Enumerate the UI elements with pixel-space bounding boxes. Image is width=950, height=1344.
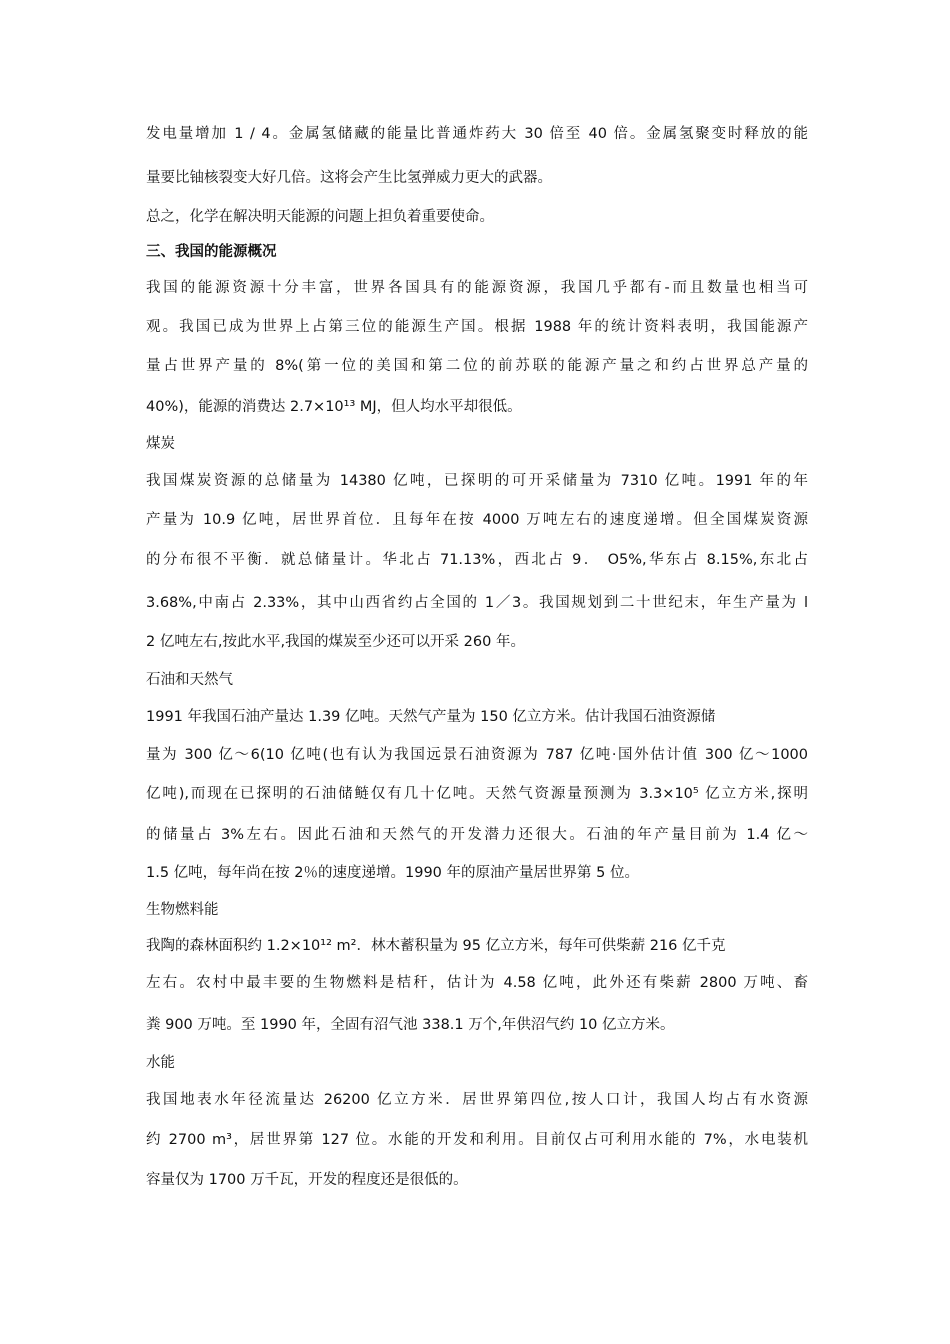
text-line: 量为 300 亿～6(10 亿吨(也有认为我国远景石油资源为 787 亿吨·国外估计值 300 亿～1000 xyxy=(146,747,808,763)
text-line: 左右。农村中最丰要的生物燃料是桔秆，估计为 4.58 亿吨，此外还有柴薪 2800 万吨、畜 xyxy=(146,975,808,991)
text-line: 我国地表水年径流量达 26200 亿立方米．居世界第四位,按人口计，我国人均占有水资源 xyxy=(146,1092,808,1108)
text-line: 总之，化学在解决明天能源的问题上担负着重要使命。 xyxy=(146,209,494,225)
text-line: 量占世界产量的 8%(第一位的美国和第二位的前苏联的能源产量之和约占世界总产量的 xyxy=(146,358,808,374)
text-line: 我国的能源资源十分丰富，世界各国具有的能源资源，我国几乎都有-而且数量也相当可 xyxy=(146,280,808,296)
section-heading: 三、我国的能源概况 xyxy=(146,244,277,260)
text-line: 观。我国已成为世界上占第三位的能源生产国。根据 1988 年的统计资料表明，我国能源产 xyxy=(146,319,808,335)
text-line: 的储量占 3%左右。因此石油和天然气的开发潜力还很大。石油的年产量目前为 1.4 亿～ xyxy=(146,827,808,843)
text-line: 约 2700 m³，居世界第 127 位。水能的开发和利用。目前仅占可利用水能的 7%，水电装机 xyxy=(146,1132,808,1148)
text-line: 亿吨),而现在已探明的石油储鲢仅有几十亿吨。天然气资源量预测为 3.3×10⁵ 亿立方米,探明 xyxy=(146,786,808,802)
text-line: 1.5 亿吨，每年尚在按 2％的速度递增。1990 年的原油产量居世界第 5 位。 xyxy=(146,865,639,881)
text-line: 产量为 10.9 亿吨，居世界首位．且每年在按 4000 万吨左右的速度递增。但全国煤炭资源 xyxy=(146,512,808,528)
text-line: 40%)，能源的消费达 2.7×10¹³ MJ，但人均水平却很低。 xyxy=(146,399,522,415)
text-line: 的分布很不平衡．就总储量计。华北占 71.13%，西北占 9． O5%,华东占 8.15%,东北占 xyxy=(146,552,808,568)
subsection-heading: 生物燃料能 xyxy=(146,902,219,918)
text-line: 我陶的森林面积约 1.2×10¹² m²．林木蓄积量为 95 亿立方米，每年可供柴薪 216 亿千克 xyxy=(146,938,726,954)
text-line: 粪 900 万吨。至 1990 年，全固有沼气池 338.1 万个,年供沼气约 10 亿立方米。 xyxy=(146,1017,675,1033)
text-line: 发电量增加 1 / 4。金属氢储藏的能量比普通炸药大 30 倍至 40 倍。金属氢聚变时释放的能 xyxy=(146,126,808,142)
subsection-heading: 水能 xyxy=(146,1055,175,1071)
text-line: 量要比铀核裂变大好几倍。这将会产生比氢弹威力更大的武器。 xyxy=(146,170,552,186)
text-line: 我国煤炭资源的总储量为 14380 亿吨，已探明的可开采储量为 7310 亿吨。1991 年的年 xyxy=(146,473,808,489)
text-line: 2 亿吨左右,按此水平,我国的煤炭至少还可以开采 260 年。 xyxy=(146,634,525,650)
text-line: 容量仅为 1700 万千瓦，开发的程度还是很低的。 xyxy=(146,1172,468,1188)
subsection-heading: 煤炭 xyxy=(146,436,175,452)
text-line: 1991 年我国石油产量达 1.39 亿吨。天然气产量为 150 亿立方米。估计我国石油资源储 xyxy=(146,709,716,725)
text-line: 3.68%,中南占 2.33%，其中山西省约占全国的 1／3。我国规划到二十世纪末，年生产量为 l xyxy=(146,595,808,611)
subsection-heading: 石油和天然气 xyxy=(146,672,233,688)
